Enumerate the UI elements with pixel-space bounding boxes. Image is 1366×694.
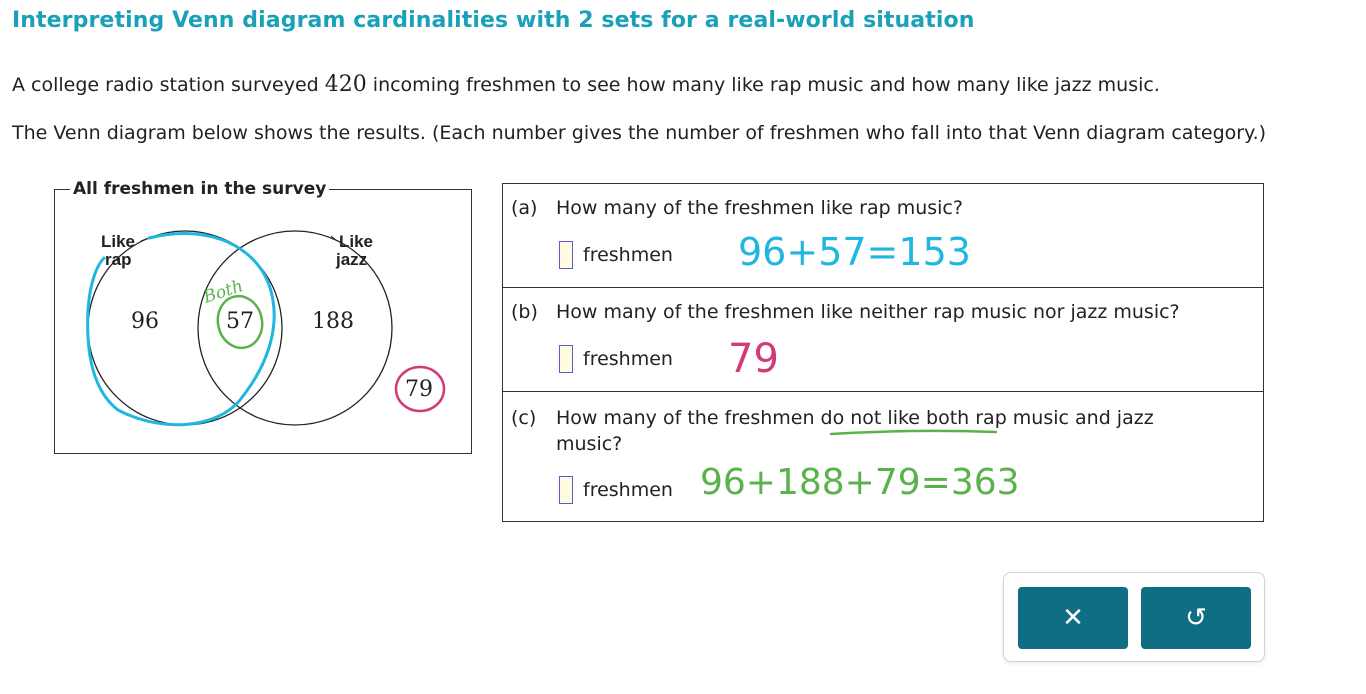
- question-b-label: (b): [511, 301, 538, 323]
- set-jazz-label-line2: jazz: [336, 250, 368, 269]
- set-rap-label-line2: rap: [105, 250, 132, 269]
- action-panel: [1003, 572, 1265, 662]
- venn-universe-label: All freshmen in the survey: [70, 179, 329, 199]
- answer-b-unit: freshmen: [583, 348, 673, 370]
- answer-c: [559, 476, 673, 504]
- clear-button[interactable]: [1018, 587, 1128, 649]
- undo-button[interactable]: [1141, 587, 1251, 649]
- rap-label-pointer: [141, 238, 149, 241]
- question-c-prompt-line1: How many of the freshmen do not like both rap music and jazz: [556, 407, 1154, 429]
- close-icon: ✕: [1062, 603, 1084, 633]
- answer-a-input[interactable]: [559, 241, 573, 269]
- intro-text-before: A college radio station surveyed: [12, 74, 325, 96]
- question-b-prompt: How many of the freshmen like neither rap music nor jazz music?: [556, 301, 1180, 323]
- set-jazz-label-line1: Like: [339, 232, 374, 251]
- question-c-label: (c): [511, 407, 537, 429]
- undo-icon: ↺: [1185, 603, 1207, 633]
- question-row-c: [503, 392, 1263, 522]
- answer-c-input[interactable]: [559, 476, 573, 504]
- ink-answer-c: 96+188+79=363: [700, 462, 1020, 503]
- question-row-b: [503, 288, 1263, 392]
- question-a-prompt: How many of the freshmen like rap music?: [556, 197, 963, 219]
- survey-total: 420: [324, 72, 367, 97]
- question-c-text: [511, 405, 1231, 457]
- venn-diagram: [0, 0, 480, 470]
- ink-both-annotation: Both: [201, 276, 246, 308]
- answer-b: [559, 345, 673, 373]
- set-rap-label-line1: Like: [101, 232, 136, 251]
- question-a-text: [511, 197, 963, 219]
- ink-answer-a: 96+57=153: [738, 230, 971, 274]
- questions-table: [502, 183, 1264, 522]
- count-neither: 79: [405, 377, 433, 402]
- question-row-a: [503, 184, 1263, 288]
- count-only-jazz: 188: [312, 309, 354, 334]
- question-c-prompt-line2: music?: [556, 433, 623, 455]
- intro-text-after: incoming freshmen to see how many like rap music and how many like jazz music.: [366, 74, 1160, 96]
- answer-a-unit: freshmen: [583, 244, 673, 266]
- answer-b-input[interactable]: [559, 345, 573, 373]
- answer-a: [559, 241, 673, 269]
- ink-answer-b: 79: [728, 336, 779, 382]
- page-title: Interpreting Venn diagram cardinalities with 2 sets for a real-world situation: [12, 8, 975, 33]
- intro-line-2: The Venn diagram below shows the results. (Each number gives the number of freshmen who fall into that Venn diagram category.): [12, 122, 1267, 144]
- count-both: 57: [226, 309, 254, 334]
- count-only-rap: 96: [131, 309, 159, 334]
- answer-c-unit: freshmen: [583, 479, 673, 501]
- question-a-label: (a): [511, 197, 538, 219]
- question-b-text: [511, 301, 1180, 323]
